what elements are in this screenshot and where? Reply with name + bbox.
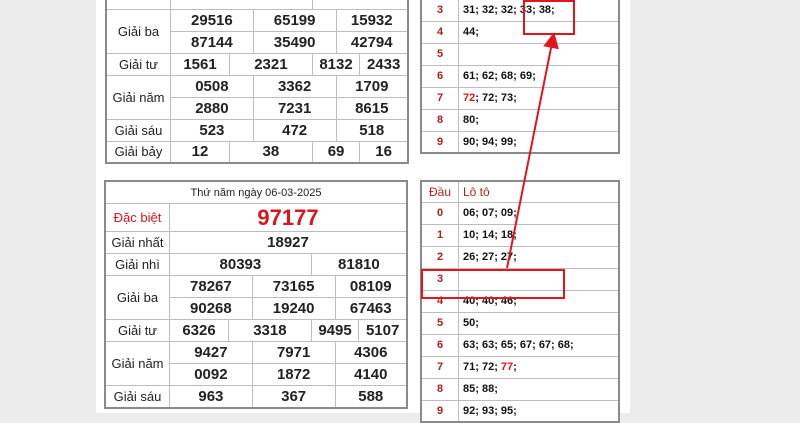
loto-cell: 90; 94; 99; <box>459 131 620 153</box>
prize-number: 69 <box>312 141 360 163</box>
prize-number: 0508 <box>171 75 254 97</box>
prize-label: Giải nhì <box>105 254 170 276</box>
prize-label: Giải tư <box>106 53 171 75</box>
loto-cell: 10; 14; 18; <box>459 224 620 246</box>
prize-number: 4306 <box>335 342 407 364</box>
prize-number: 1709 <box>336 75 408 97</box>
loto-cell: 63; 63; 65; 67; 67; 68; <box>459 334 620 356</box>
dau-cell: 3 <box>421 0 459 21</box>
loto-cell: 85; 88; <box>459 378 620 400</box>
prize-number: 3318 <box>229 320 312 342</box>
arrow-line <box>507 38 553 268</box>
prize-number: 65199 <box>253 9 336 31</box>
loto-cell: 26; 27; 27; <box>459 246 620 268</box>
prize-number: 12 <box>171 141 230 163</box>
loto-cell: 44; <box>459 21 620 43</box>
prize-number: 73165 <box>252 276 335 298</box>
prize-label: Giải nhất <box>105 232 170 254</box>
dau-cell: 4 <box>421 290 459 312</box>
dau-cell: 4 <box>421 21 459 43</box>
prize-number: 19240 <box>252 298 335 320</box>
prize-number: 5107 <box>359 320 407 342</box>
prize-number: 523 <box>171 119 254 141</box>
prize-label: Giải tư <box>105 320 170 342</box>
prize-number: 29516 <box>171 9 254 31</box>
loto-cell: 61; 62; 68; 69; <box>459 65 620 87</box>
prize-number: 3362 <box>253 75 336 97</box>
prize-number: 80393 <box>170 254 312 276</box>
prize-label: Đặc biệt <box>105 204 170 232</box>
prize-number: 4140 <box>335 364 407 386</box>
prize-number: 8615 <box>336 97 408 119</box>
prize-number: 67463 <box>335 298 407 320</box>
prize-number: 588 <box>335 386 407 408</box>
dau-cell: 5 <box>421 312 459 334</box>
prize-number: 90268 <box>170 298 253 320</box>
prize-number: 2880 <box>171 97 254 119</box>
prize-number: 6326 <box>170 320 229 342</box>
prize-number: 518 <box>336 119 408 141</box>
prize-number: 8132 <box>312 53 360 75</box>
loto-highlight: 77 <box>500 361 514 373</box>
dau-cell: 6 <box>421 334 459 356</box>
dau-cell: 1 <box>421 224 459 246</box>
dau-cell: 6 <box>421 65 459 87</box>
loto-cell: 31; 32; 32; 33; 38; <box>459 0 620 21</box>
dau-cell: 8 <box>421 378 459 400</box>
loto-cell: 40; 40; 46; <box>459 290 620 312</box>
prize-label: Giải năm <box>106 75 171 119</box>
prize-number: 38 <box>230 141 313 163</box>
loto-highlight: 72 <box>463 92 476 104</box>
prize-number: 2433 <box>360 53 408 75</box>
prize-number: 7971 <box>252 342 335 364</box>
prize-number: 16 <box>360 141 408 163</box>
dau-cell: 3 <box>421 268 459 290</box>
prize-number: 1561 <box>171 53 230 75</box>
prize-number: 1872 <box>252 364 335 386</box>
prize-number: 35490 <box>253 31 336 53</box>
prize-label: Giải bảy <box>106 141 171 163</box>
prize-number: 81810 <box>311 254 407 276</box>
loto-text: 71; 72; <box>463 361 501 373</box>
date-header: Thứ năm ngày 06-03-2025 <box>105 181 407 204</box>
dau-cell: 2 <box>421 246 459 268</box>
prize-number: 9427 <box>170 342 253 364</box>
prize-label: Giải sáu <box>106 119 171 141</box>
prize-number: 367 <box>252 386 335 408</box>
prize-label: Giải năm <box>105 342 170 386</box>
dau-cell: 7 <box>421 356 459 378</box>
prize-number: 78267 <box>170 276 253 298</box>
loto-cell: 50; <box>459 312 620 334</box>
prize-number: 963 <box>170 386 253 408</box>
dau-header: Đầu <box>421 181 459 202</box>
prize-label: Giải ba <box>105 276 170 320</box>
special-prize-number: 97177 <box>170 204 408 232</box>
loto-text: ; <box>513 361 517 373</box>
dau-cell: 9 <box>421 400 459 422</box>
loto-text: ; 72; 73; <box>475 92 517 104</box>
prize-number: 2321 <box>230 53 313 75</box>
prize-number: 87144 <box>171 31 254 53</box>
dau-cell: 0 <box>421 202 459 224</box>
prize-number: 0092 <box>170 364 253 386</box>
loto-cell: 06; 07; 09; <box>459 202 620 224</box>
prize-label: Giải sáu <box>105 386 170 408</box>
prize-number: 08109 <box>335 276 407 298</box>
loto-header: Lô tô <box>459 181 620 202</box>
dau-cell: 8 <box>421 109 459 131</box>
dau-cell: 5 <box>421 43 459 65</box>
prize-number: 472 <box>253 119 336 141</box>
dau-cell: 9 <box>421 131 459 153</box>
prize-number: 15932 <box>336 9 408 31</box>
prize-label: Giải ba <box>106 9 171 53</box>
prize-number: 7231 <box>253 97 336 119</box>
loto-cell: 92; 93; 95; <box>459 400 620 422</box>
prize-number: 9495 <box>311 320 359 342</box>
loto-cell: 80; <box>459 109 620 131</box>
prize-number: 42794 <box>336 31 408 53</box>
prize-number: 18927 <box>170 232 408 254</box>
dau-cell: 7 <box>421 87 459 109</box>
